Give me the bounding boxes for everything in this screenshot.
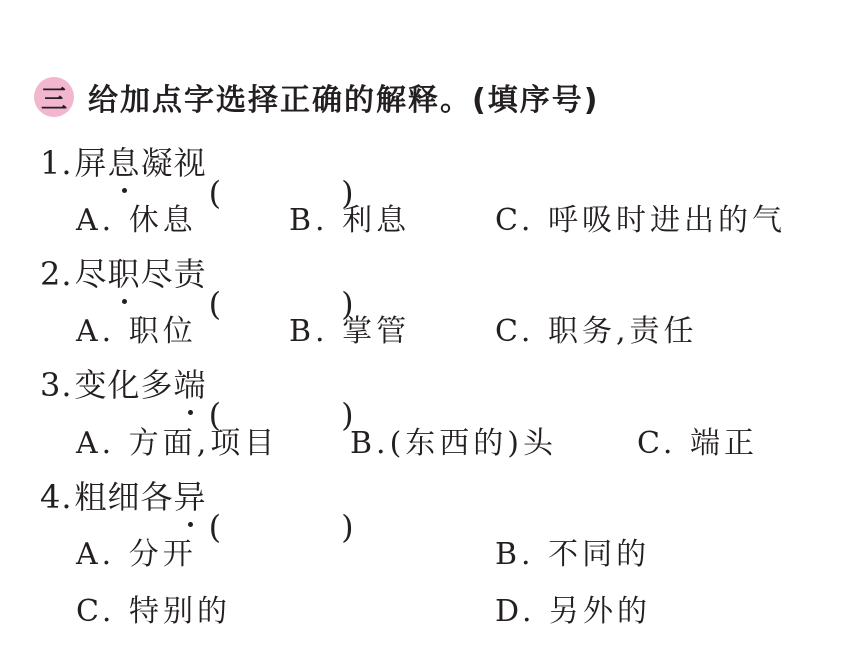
answer-paren-open: ( [208, 508, 223, 546]
question-4-stem [40, 472, 355, 546]
answer-paren-close: ) [341, 508, 355, 546]
answer-paren-close: ) [341, 174, 355, 212]
section-instruction: 给加点字选择正确的解释。(填序号) [88, 83, 600, 118]
dotted-character: 异 [174, 472, 207, 518]
stem-text-before: 屏 [74, 144, 108, 182]
question-4-option-d: D. 另外的 [495, 594, 652, 629]
stem-text-after: 尽责 [140, 255, 207, 293]
dotted-character: 端 [174, 360, 207, 406]
answer-paren-open: ( [208, 285, 223, 323]
question-4-option-a: A. 分开 [76, 537, 197, 572]
question-2-option-c: C. 职务,责任 [495, 314, 698, 349]
stem-text-before: 粗细各 [74, 478, 174, 516]
question-3-option-c: C. 端正 [637, 426, 758, 461]
question-2-option-b: B. 掌管 [289, 314, 411, 349]
question-3-stem [40, 360, 355, 434]
question-number: 1. [40, 144, 73, 182]
stem-text-before: 变化多 [74, 366, 174, 404]
question-3-option-a: A. 方面,项目 [76, 426, 279, 461]
question-1-option-c: C. 呼吸时进出的气 [495, 203, 786, 238]
dotted-character: 职 [108, 249, 141, 295]
question-4-option-b: B. 不同的 [495, 537, 651, 572]
section-number-badge: 三 [34, 77, 74, 117]
question-3-option-b: B.(东西的)头 [350, 426, 557, 461]
question-4-option-c: C. 特别的 [76, 594, 231, 629]
question-1-option-b: B. 利息 [289, 203, 411, 238]
section-header [34, 73, 599, 121]
dotted-character: 息 [108, 138, 141, 184]
stem-text-before: 尽 [74, 255, 108, 293]
answer-paren-open: ( [208, 174, 223, 212]
question-number: 2. [40, 255, 73, 293]
question-number: 3. [40, 366, 73, 404]
answer-paren-close: ) [341, 396, 355, 434]
answer-paren-close: ) [341, 285, 355, 323]
question-number: 4. [40, 478, 73, 516]
question-2-stem [40, 249, 355, 323]
question-1-stem [40, 138, 355, 212]
stem-text-after: 凝视 [140, 144, 207, 182]
question-1-option-a: A. 休息 [76, 203, 197, 238]
answer-paren-open: ( [208, 396, 223, 434]
question-2-option-a: A. 职位 [76, 314, 197, 349]
